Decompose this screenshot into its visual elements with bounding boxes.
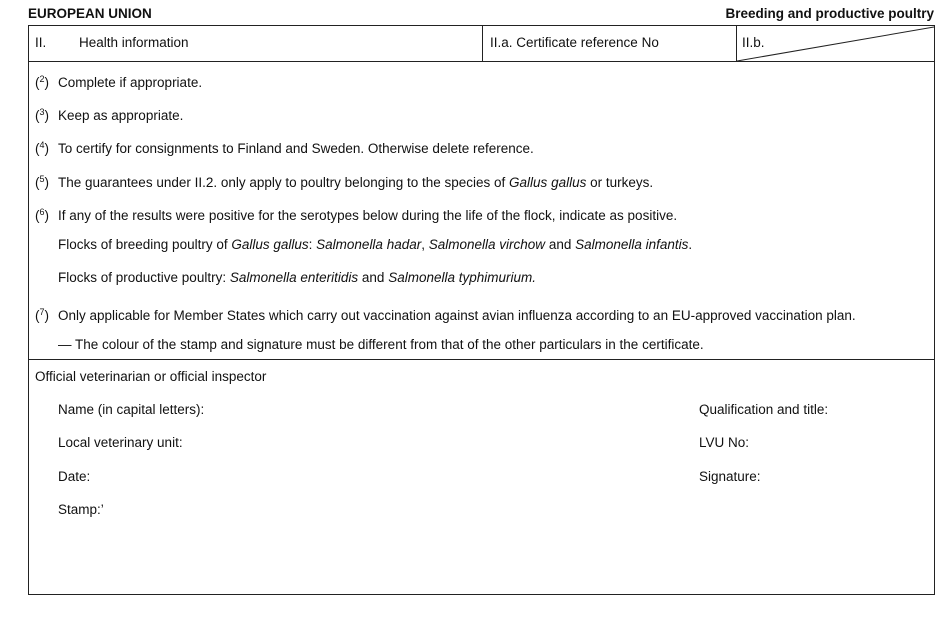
header-region: EUROPEAN UNION (28, 6, 152, 21)
footnote-3: ($^3$) Keep as appropriate. (35, 107, 184, 123)
footnote-6: ($^6$) If any of the results were positive for the serotypes below during the life of the flock, indicate as positive. (35, 207, 678, 223)
footnote-2: ($^2$) Complete if appropriate. (35, 74, 203, 90)
table-header-row (29, 26, 934, 62)
certificate-reference-label: II.a. Certificate reference No (490, 35, 659, 50)
date-label: Date: (58, 469, 91, 484)
certificate-frame (28, 25, 935, 595)
stamp-label: Stamp:’ (58, 502, 104, 517)
qualification-label: Qualification and title: (699, 402, 829, 417)
section-number: II. (35, 35, 47, 50)
official-veterinarian-section (29, 360, 934, 594)
header-certificate-type: Breeding and productive poultry (725, 6, 934, 21)
certificate-reference-cell (483, 26, 737, 61)
name-label: Name (in capital letters): (58, 402, 205, 417)
signature-label: Signature: (699, 469, 761, 484)
stamp-colour-note: — The colour of the stamp and signature must be different from that of the other particulars in the certificate. (58, 337, 704, 352)
footnote-5: ($^5$) The guarantees under II.2. only apply to poultry belonging to the species of Gallus gallus or turkeys. (35, 174, 654, 190)
lvu-number-label: LVU No: (699, 435, 750, 450)
local-veterinary-unit-label: Local veterinary unit: (58, 435, 183, 450)
footnote-6-productive-flocks: Flocks of productive poultry: Salmonella enteritidis and Salmonella typhimurium. (58, 270, 536, 285)
footnote-6-breeding-flocks: Flocks of breeding poultry of Gallus gallus: Salmonella hadar, Salmonella virchow and Salmonella infantis. (58, 237, 693, 252)
footnote-7: ($^7$) Only applicable for Member States which carry out vaccination against avian influenza according to an EU-approved vaccination plan. (35, 307, 856, 323)
iib-cell (737, 26, 934, 61)
iib-label: II.b. (742, 35, 765, 50)
diagonal-strike-line (737, 26, 934, 61)
footnotes-section (29, 62, 934, 360)
official-title: Official veterinarian or official inspector (35, 369, 267, 384)
section-title: Health information (79, 35, 189, 50)
footnote-4: ($^4$) To certify for consignments to Finland and Sweden. Otherwise delete reference. (35, 140, 534, 156)
section-cell (29, 26, 483, 61)
